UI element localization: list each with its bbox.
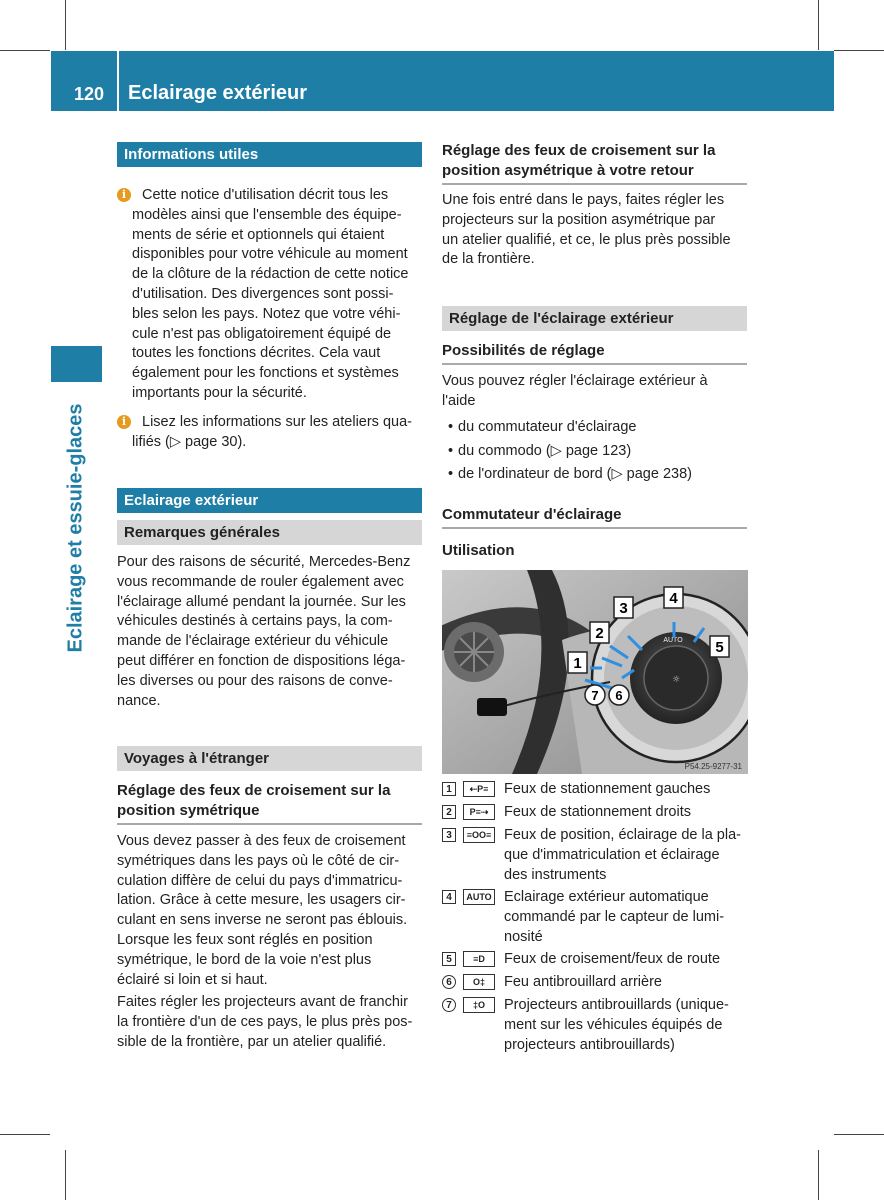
crop-mark [834, 1134, 884, 1135]
text-line: l'éclairage allumé pendant la journée. Sur les [117, 593, 406, 610]
possibilites-paragraph [442, 372, 752, 412]
text-line: également pour les fonctions et systèmes [132, 365, 399, 382]
crop-mark [0, 1134, 50, 1135]
text-line: projecteurs antibrouillards) [504, 1036, 675, 1053]
svg-text:☼: ☼ [671, 675, 681, 685]
text-line: Vous devez passer à des feux de croisement [117, 833, 406, 849]
legend-text [504, 780, 754, 800]
heading-line: Réglage des feux de croisement sur la [442, 142, 716, 159]
text-line: lifiés (▷ page 30). [132, 433, 247, 450]
text-line: Projecteurs antibrouillards (unique- [504, 997, 729, 1013]
info-paragraph-2 [132, 413, 427, 453]
parking-left-icon: ⇠P≡ [463, 781, 495, 797]
section-reglage-eclairage: Réglage de l'éclairage extérieur [442, 306, 747, 331]
text-line: la frontière d'un de ces pays, le plus près pos- [117, 1013, 413, 1030]
text-line: Lisez les informations sur les ateliers qua- [142, 414, 412, 430]
section-informations-utiles: Informations utiles [117, 142, 422, 167]
text-line: nosité [504, 928, 543, 945]
text-line: de la frontière. [442, 251, 535, 268]
legend-number: 7 [442, 998, 456, 1012]
list-item: • du commodo (▷ page 123) [448, 440, 692, 464]
section-voyages-etranger: Voyages à l'étranger [117, 746, 422, 771]
legend-text [504, 803, 754, 823]
text-line: modèles ainsi que l'ensemble des équipe- [132, 206, 402, 223]
symetrique-paragraph-2 [117, 993, 427, 1052]
callout-2: 2 [595, 625, 604, 642]
callout-3: 3 [619, 600, 628, 617]
low-beam-icon: ≡D [463, 951, 495, 967]
text-line: Feu antibrouillard arrière [504, 974, 662, 990]
crop-mark [818, 0, 819, 50]
text-line: l'aide [442, 392, 476, 409]
text-line: Eclairage extérieur automatique [504, 889, 709, 905]
text-line: d'utilisation. Des divergences sont possi- [132, 285, 394, 302]
legend-text [504, 888, 754, 947]
text-line: culation diffère de celui du pays d'immatricu- [117, 872, 403, 889]
text-line: les diverses ou pour des raisons de conve- [117, 672, 393, 689]
text-line: Feux de position, éclairage de la pla- [504, 827, 741, 843]
text-line: Faites régler les projecteurs avant de franchir [117, 994, 408, 1010]
heading-position-asymetrique [442, 141, 747, 185]
legend-text [504, 996, 754, 1055]
text-line: de la clôture de la rédaction de cette notice [132, 266, 409, 283]
figure-code: P54.25-9277-31 [684, 762, 742, 771]
page-number: 120 [74, 84, 105, 104]
text-line: Feux de stationnement gauches [504, 781, 711, 797]
text-line: des instruments [504, 866, 607, 883]
text-line: importants pour la sécurité. [132, 384, 307, 401]
text-line: Cette notice d'utilisation décrit tous les [142, 187, 389, 203]
auto-lights-icon: AUTO [463, 889, 495, 905]
legend-number: 5 [442, 952, 456, 966]
crop-mark [0, 50, 50, 51]
text-line: vous recommande de rouler également avec [117, 573, 404, 590]
side-tab-label: Eclairage et essuie-glaces [64, 403, 87, 653]
bullet-list [448, 416, 692, 487]
text-line: Une fois entré dans le pays, faites régler les [442, 192, 725, 208]
heading-commutateur: Commutateur d'éclairage [442, 505, 747, 529]
list-item: • de l'ordinateur de bord (▷ page 238) [448, 463, 692, 487]
legend-text [504, 950, 754, 970]
text-line: Lorsque les feux sont réglés en position [117, 931, 373, 948]
front-fog-icon: ‡O [463, 997, 495, 1013]
heading-line: position asymétrique à votre retour [442, 162, 694, 179]
legend-text [504, 826, 754, 885]
remarques-paragraph [117, 553, 427, 711]
info-icon: i [117, 415, 131, 429]
text-line: disponibles pour votre véhicule au moment [132, 246, 408, 263]
legend-text [504, 973, 754, 993]
light-switch-figure [442, 570, 748, 774]
side-lamps-icon: ≡OO≡ [463, 827, 495, 843]
header-divider [117, 51, 119, 111]
text-line: peut différer en fonction de dispositions léga- [117, 652, 406, 669]
text-line: cule n'est pas obligatoirement équipé de [132, 325, 392, 342]
parking-right-icon: P≡⇢ [463, 804, 495, 820]
symetrique-paragraph [117, 832, 427, 990]
list-item: • du commutateur d'éclairage [448, 416, 692, 440]
callout-5: 5 [715, 639, 724, 656]
crop-mark [65, 0, 66, 50]
info-icon: i [117, 188, 131, 202]
legend-number: 3 [442, 828, 456, 842]
crop-mark [834, 50, 884, 51]
text-line: ments de série et optionnels qui étaient [132, 226, 385, 243]
section-eclairage-exterieur: Eclairage extérieur [117, 488, 422, 513]
heading-line: position symétrique [117, 802, 260, 819]
side-tab-marker [51, 346, 102, 382]
text-line: projecteurs sur la position asymétrique par [442, 211, 716, 228]
callout-1: 1 [573, 655, 582, 672]
text-line: que d'immatriculation et éclairage [504, 846, 720, 863]
page-title: Eclairage extérieur [128, 82, 307, 104]
text-line: symétriques dans les pays où le côté de cir- [117, 852, 400, 869]
rear-fog-icon: O‡ [463, 974, 495, 990]
text-line: éclairé si loin et si haut. [117, 971, 268, 988]
light-switch-illustration [442, 570, 748, 774]
text-line: Feux de stationnement droits [504, 804, 691, 820]
callout-6: 6 [615, 688, 623, 703]
asymetrique-paragraph [442, 191, 752, 270]
legend-number: 2 [442, 805, 456, 819]
heading-possibilites-reglage: Possibilités de réglage [442, 341, 747, 365]
legend-number: 6 [442, 975, 456, 989]
info-paragraph-1 [132, 186, 427, 404]
text-line: symétrique, le bord de la voie n'est plus [117, 951, 372, 968]
text-line: commandé par le capteur de lumi- [504, 908, 725, 925]
figure-auto-label: AUTO [663, 637, 683, 644]
text-line: bles selon les pays. Notez que votre véhi- [132, 305, 401, 322]
text-line: culant en sens inverse ne seront pas éblouis. [117, 912, 408, 929]
legend-number: 4 [442, 890, 456, 904]
text-line: ment sur les véhicules équipés de [504, 1016, 723, 1033]
heading-utilisation: Utilisation [442, 542, 515, 559]
text-line: mande de l'éclairage extérieur du véhicule [117, 633, 389, 650]
heading-line: Réglage des feux de croisement sur la [117, 782, 391, 799]
legend-number: 1 [442, 782, 456, 796]
callout-4: 4 [669, 590, 678, 607]
text-line: Feux de croisement/feux de route [504, 951, 721, 967]
crop-mark [65, 1150, 66, 1200]
text-line: un atelier qualifié, et ce, le plus près possible [442, 231, 731, 248]
text-line: toutes les fonctions décrites. Cela vaut [132, 345, 381, 362]
text-line: lation. Grâce à cette mesure, les usagers cir- [117, 892, 406, 909]
callout-7: 7 [591, 688, 599, 703]
text-line: nance. [117, 692, 161, 709]
text-line: sible de la frontière, par un atelier qualifié. [117, 1033, 387, 1050]
section-remarques-generales: Remarques générales [117, 520, 422, 545]
text-line: Vous pouvez régler l'éclairage extérieur à [442, 373, 708, 389]
crop-mark [818, 1150, 819, 1200]
text-line: véhicules destinés à certains pays, la com- [117, 613, 393, 630]
text-line: Pour des raisons de sécurité, Mercedes-Benz [117, 554, 411, 570]
heading-position-symetrique [117, 781, 422, 825]
